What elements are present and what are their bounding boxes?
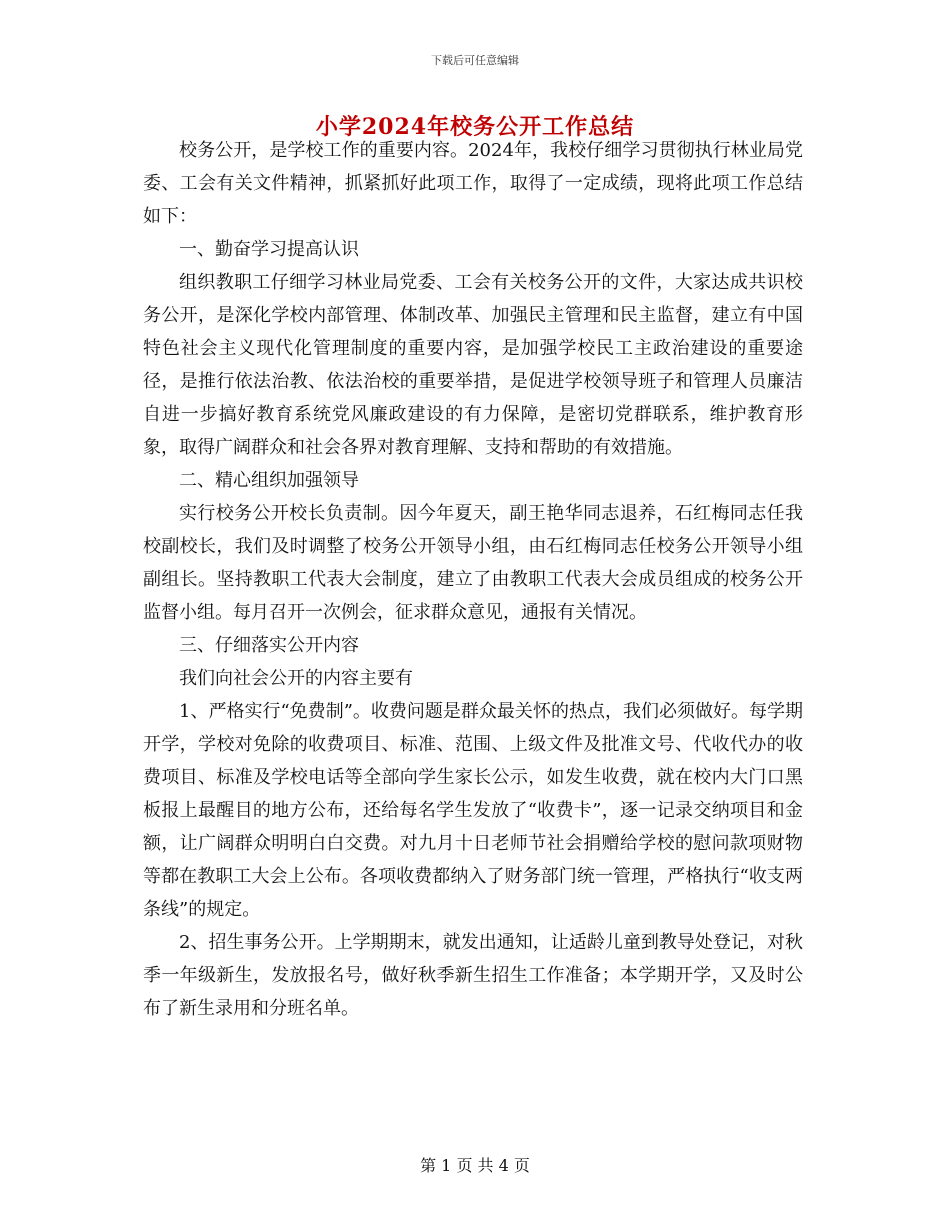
section-heading-2: 二、精心组织加强领导 xyxy=(179,470,359,491)
paragraph-leadership: 实行校务公开校长负责制。因今年夏天，副王艳华同志退养，石红梅同志任我校副校长，我们及时调整了校务公开领导小组，由石红梅同志任校务公开领导小组副组长。坚持教职工代表大会制度，建立了由教职工代表大会成员组成的校务公开监督小组。每月召开一次例会，征求群众意见，通报有关情况。 xyxy=(143,503,803,623)
paragraph-content-intro: 我们向社会公开的内容主要有 xyxy=(179,668,413,689)
page-footer xyxy=(0,1153,950,1176)
section-heading-1: 一、勤奋学习提高认识 xyxy=(179,239,359,260)
page-number: 第 1 页 共 4 页 xyxy=(420,1156,530,1175)
document-title: 小学2024年校务公开工作总结 xyxy=(315,114,635,140)
paragraph-enrollment: 2、招生事务公开。上学期期末，就发出通知，让适龄儿童到教导处登记，对秋季一年级新生，发放报名号，做好秋季新生招生工作准备；本学期开学，又及时公布了新生录用和分班名单。 xyxy=(143,932,803,1019)
paragraph-fees: 1、严格实行“免费制”。收费问题是群众最关怀的热点，我们必须做好。每学期开学，学校对免除的收费项目、标准、范围、上级文件及批准文号、代收代办的收费项目、标准及学校电话等全部向学生家长公示，如发生收费，就在校内大门口黑板报上最醒目的地方公布，还给每名学生发放了“收费卡”，逐一记录交纳项目和金额，让广阔群众明明白白交费。对九月十日老师节社会捐赠给学校的慰问款项财物等都在教职工大会上公布。各项收费都纳入了财务部门统一管理，严格执行“收支两条线”的规定。 xyxy=(143,701,803,920)
paragraph-intro: 校务公开，是学校工作的重要内容。2024年，我校仔细学习贯彻执行林业局党委、工会有关文件精神，抓紧抓好此项工作，取得了一定成绩，现将此项工作总结如下： xyxy=(143,140,803,227)
page-header: 下载后可任意编辑 xyxy=(431,54,519,67)
document-body xyxy=(143,134,803,1025)
section-heading-3: 三、仔细落实公开内容 xyxy=(179,635,359,656)
paragraph-study: 组织教职工仔细学习林业局党委、工会有关校务公开的文件，大家达成共识校务公开，是深化学校内部管理、体制改革、加强民主管理和民主监督，建立有中国特色社会主义现代化管理制度的重要内容，是加强学校民工主政治建设的重要途径，是推行依法治教、依法治校的重要举措，是促进学校领导班子和管理人员廉洁自进一步搞好教育系统党风廉政建设的有力保障，是密切党群联系，维护教育形象，取得广阔群众和社会各界对教育理解、支持和帮助的有效措施。 xyxy=(143,272,803,458)
